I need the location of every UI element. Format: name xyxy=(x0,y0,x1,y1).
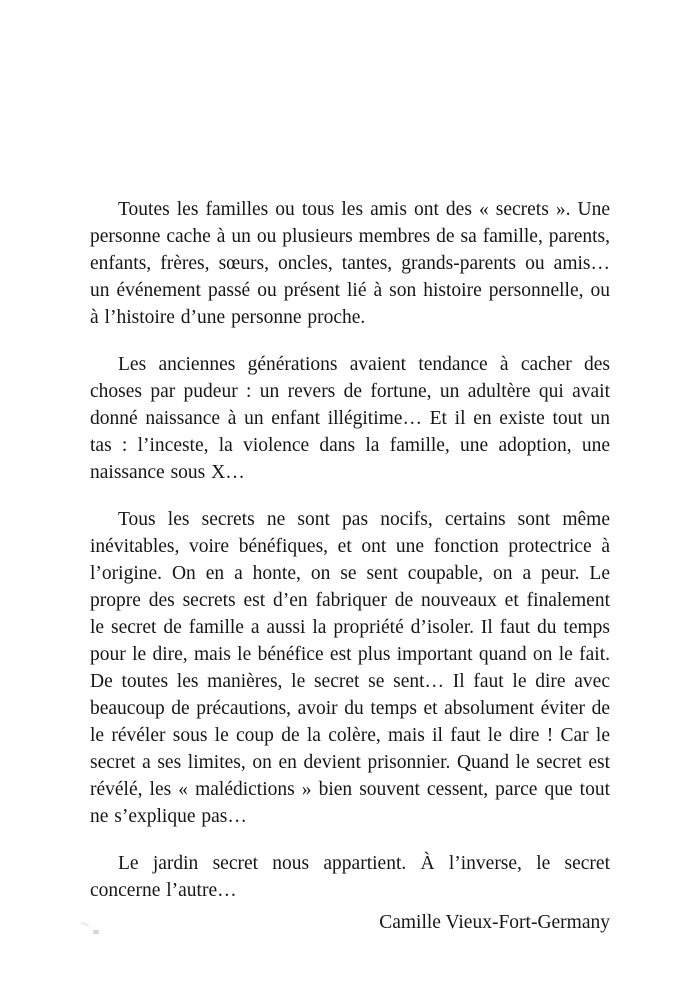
paragraph-2: Les anciennes générations avaient tendance à cacher des choses par pudeur : un revers de fortune, un adultère qui avait donné naissance à un enfant illégitime… Et il en existe tout un tas : l’inceste, la violence dans la famille, une adoption, une naissance sous X… xyxy=(90,354,610,483)
page-text-block xyxy=(90,196,610,936)
author-attribution: Camille Vieux-Fort-Germany xyxy=(379,912,610,933)
paragraph-3: Tous les secrets ne sont pas nocifs, certains sont même inévitables, voire bénéfiques, et ont une fonction protectrice à l’origine. On en a honte, on se sent coupable, on a peur. Le propre des secrets est d’en fabriquer de nouveaux et finalement le secret de famille a aussi la propriété d’isoler. Il faut du temps pour le dire, mais le bénéfice est plus important quand on le fait. De toutes les manières, le secret se sent… Il faut le dire avec beaucoup de précautions, avoir du temps et absolument éviter de le révéler sous le coup de la colère, mais il faut le dire ! Car le secret a ses limites, on en devient prisonnier. Quand le secret est révélé, les « malédictions » bien souvent cessent, parce que tout ne s’explique pas… xyxy=(90,509,610,827)
scan-artifact-speck xyxy=(93,930,99,934)
paragraph-1: Toutes les familles ou tous les amis ont des « secrets ». Une personne cache à un ou plusieurs membres de sa famille, parents, enfants, frères, sœurs, oncles, tantes, grands-parents ou amis… un événement passé ou présent lié à son histoire personnelle, ou à l’histoire d’une personne proche. xyxy=(90,199,610,328)
paragraph-4: Le jardin secret nous appartient. À l’inverse, le secret concerne l’autre… xyxy=(90,853,610,901)
